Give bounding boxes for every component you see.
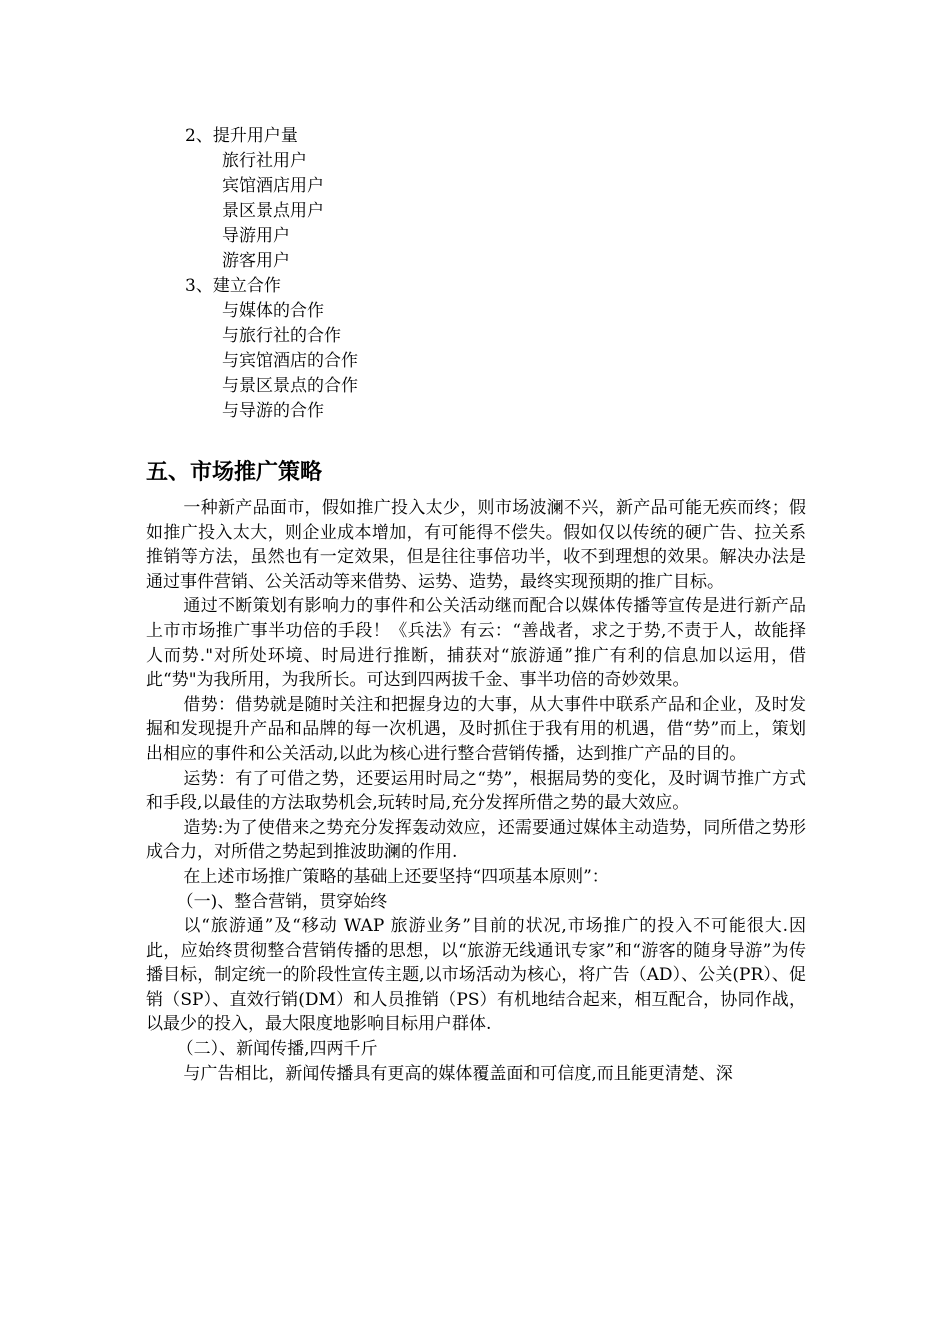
list-item: 与宾馆酒店的合作: [222, 351, 358, 371]
paragraph: 在上述市场推广策略的基础上还要坚持“四项基本原则”：: [183, 866, 609, 887]
list-item: 与景区景点的合作: [222, 376, 358, 396]
list-item: 与导游的合作: [222, 401, 324, 421]
list-item: 宾馆酒店用户: [222, 176, 324, 196]
list-item: 旅行社用户: [222, 151, 307, 171]
paragraph: 借势：借势就是随时关注和把握身边的大事，从大事件中联系产品和企业，及时发掘和发现提升产品和品牌的每一次机遇，及时抓住于我有用的机遇，借“势”而上，策划出相应的事件和公关活动,以此为核心进行整合营销传播，达到推广产品的目的。: [146, 694, 806, 764]
list-item: 景区景点用户: [222, 201, 324, 221]
subheading: （一)、整合营销，贯穿始终: [176, 891, 388, 912]
subheading: （二）、新闻传播,四两千斤: [176, 1039, 378, 1060]
paragraph: 以“旅游通”及“移动 WAP 旅游业务”目前的状况,市场推广的投入不可能很大.因此，应始终贯彻整合营销传播的思想，以“旅游无线通讯专家”和“游客的随身导游”为传播目标，制定统一的阶段性宣传主题,以市场活动为核心，将广告（AD）、公关(PR）、促销（SP）、直效行销(DM）和人员推销（PS）有机地结合起来，相互配合，协同作战，以最少的投入，最大限度地影响目标用户群体.: [146, 916, 806, 1035]
section-body: [146, 496, 806, 1086]
paragraph: 通过不断策划有影响力的事件和公关活动继而配合以媒体传播等宣传是进行新产品上市市场推广事半功倍的手段！《兵法》有云：“善战者，求之于势,不责于人，故能择人而势."对所处环境、时局进行推断，捕获对“旅游通”推广有利的信息加以运用，借此“势"为我所用，为我所长。可达到四两拔千金、事半功倍的奇妙效果。: [146, 596, 806, 691]
paragraph: 造势:为了使借来之势充分发挥轰动效应，还需要通过媒体主动造势，同所借之势形成合力，对所借之势起到推波助澜的作用.: [146, 817, 806, 863]
section-title: 五、市场推广策略: [146, 460, 323, 485]
paragraph: 运势：有了可借之势，还要运用时局之“势”，根据局势的变化，及时调节推广方式和手段,以最佳的方法取势机会,玩转时局,充分发挥所借之势的最大效应。: [146, 768, 806, 814]
list-heading-3: 3、建立合作: [185, 276, 281, 296]
list-item: 导游用户: [222, 226, 290, 246]
list-heading-2: 2、提升用户量: [185, 126, 298, 146]
list-item: 与媒体的合作: [222, 301, 324, 321]
paragraph: 与广告相比，新闻传播具有更高的媒体覆盖面和可信度,而且能更清楚、深: [183, 1063, 733, 1084]
list-item: 游客用户: [222, 251, 290, 271]
list-item: 与旅行社的合作: [222, 326, 341, 346]
paragraph: 一种新产品面市，假如推广投入太少，则市场波澜不兴，新产品可能无疾而终；假如推广投入太大，则企业成本增加，有可能得不偿失。假如仅以传统的硬广告、拉关系推销等方法，虽然也有一定效果，但是往往事倍功半，收不到理想的效果。解决办法是通过事件营销、公关活动等来借势、运势、造势，最终实现预期的推广目标。: [146, 498, 806, 592]
